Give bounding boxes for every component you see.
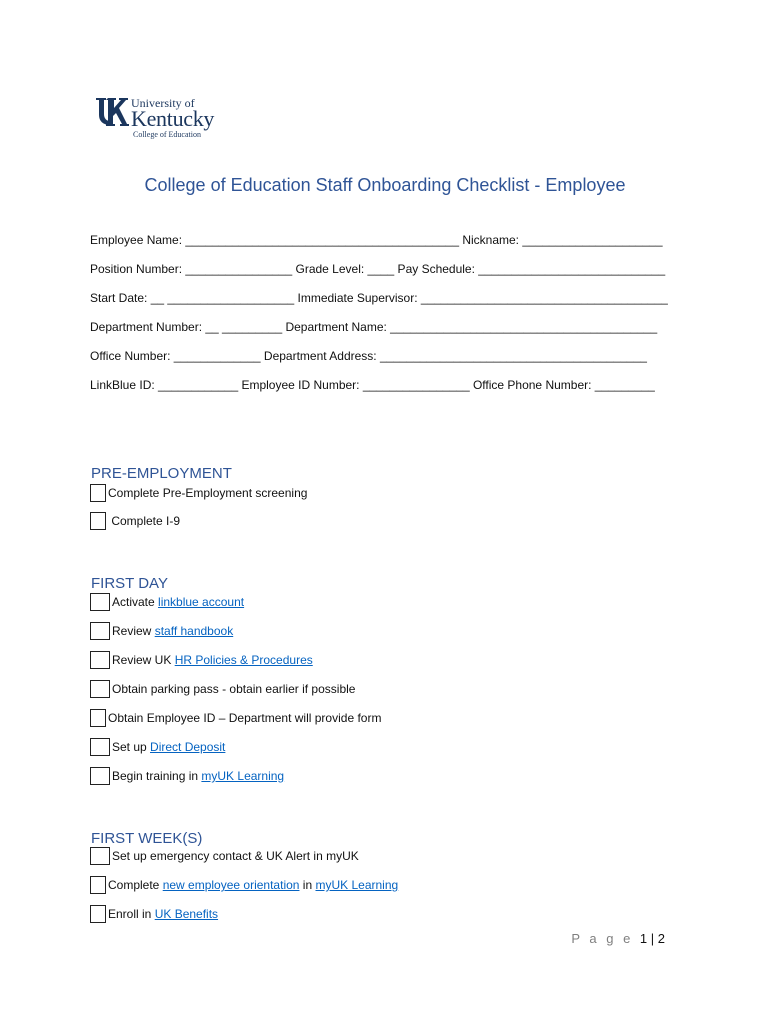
- item-text: Obtain parking pass - obtain earlier if possible: [112, 682, 356, 696]
- field-position-number-line[interactable]: Position Number: ________________ Grade Level: ____ Pay Schedule: ____________________________: [90, 262, 666, 276]
- checkbox[interactable]: [90, 651, 110, 669]
- item-text: Activate: [112, 595, 159, 609]
- checklist-item: [90, 847, 359, 865]
- item-text-mid: in: [299, 878, 316, 892]
- item-text: Complete I-9: [108, 514, 181, 528]
- section-heading-first-day: FIRST DAY: [91, 575, 168, 592]
- checkbox[interactable]: [90, 593, 110, 611]
- checkbox[interactable]: [90, 512, 106, 530]
- field-employee-name-line[interactable]: Employee Name: _________________________________________ Nickname: _____________________: [90, 233, 663, 247]
- item-text: Enroll in: [108, 907, 155, 921]
- item-text: Set up emergency contact & UK Alert in myUK: [112, 849, 359, 863]
- checkbox[interactable]: [90, 738, 110, 756]
- logo-line-college: College of Education: [133, 130, 201, 139]
- page-word: P a g e: [571, 931, 640, 946]
- checkbox[interactable]: [90, 622, 110, 640]
- checklist-item: [90, 738, 225, 756]
- link-myuk-learning-2[interactable]: myUK Learning: [315, 878, 399, 892]
- link-hr-policies[interactable]: HR Policies & Procedures: [174, 653, 313, 667]
- page-current: 1: [639, 931, 648, 946]
- link-myuk-learning[interactable]: myUK Learning: [201, 769, 285, 783]
- page-total: 2: [657, 931, 665, 946]
- item-text: Review UK: [112, 653, 175, 667]
- page-title: College of Education Staff Onboarding Checklist - Employee: [144, 175, 626, 195]
- checklist-item: [90, 593, 244, 611]
- link-new-employee-orientation[interactable]: new employee orientation: [162, 878, 300, 892]
- logo-line-kentucky: Kentucky: [131, 106, 215, 131]
- item-text: Set up: [112, 740, 151, 754]
- link-uk-benefits[interactable]: UK Benefits: [154, 907, 219, 921]
- checkbox[interactable]: [90, 767, 110, 785]
- uk-logo-mark: [95, 96, 129, 130]
- link-linkblue-account[interactable]: linkblue account: [158, 595, 245, 609]
- checkbox[interactable]: [90, 847, 110, 865]
- item-text: Complete Pre-Employment screening: [108, 486, 308, 500]
- checklist-item: [90, 709, 381, 727]
- section-heading-pre-employment: PRE-EMPLOYMENT: [91, 465, 232, 482]
- field-start-date-line[interactable]: Start Date: __ ___________________ Immediate Supervisor: _____________________________________: [90, 291, 668, 305]
- page-number: [571, 931, 665, 946]
- checkbox[interactable]: [90, 709, 106, 727]
- item-text: Review: [112, 624, 155, 638]
- checklist-item: [90, 905, 218, 923]
- checklist-item: [90, 767, 284, 785]
- checklist-item: [90, 876, 398, 894]
- page-separator: |: [647, 931, 658, 946]
- checkbox[interactable]: [90, 905, 106, 923]
- link-direct-deposit[interactable]: Direct Deposit: [150, 740, 226, 754]
- checkbox[interactable]: [90, 876, 106, 894]
- item-text: Complete: [108, 878, 163, 892]
- field-department-number-line[interactable]: Department Number: __ _________ Department Name: ________________________________________: [90, 320, 658, 334]
- logo-line-university: University of: [131, 96, 195, 110]
- uk-logo: [95, 96, 235, 146]
- checkbox[interactable]: [90, 680, 110, 698]
- link-staff-handbook[interactable]: staff handbook: [154, 624, 234, 638]
- checklist-item: [90, 622, 233, 640]
- field-office-number-line[interactable]: Office Number: _____________ Department Address: ________________________________________: [90, 349, 647, 363]
- section-heading-first-weeks: FIRST WEEK(S): [91, 830, 203, 847]
- checklist-item: [90, 512, 180, 530]
- item-text: Obtain Employee ID – Department will provide form: [108, 711, 382, 725]
- item-text: Begin training in: [112, 769, 202, 783]
- checklist-item: [90, 484, 307, 502]
- checklist-item: [90, 680, 355, 698]
- field-linkblue-id-line[interactable]: LinkBlue ID: ____________ Employee ID Number: ________________ Office Phone Number: _________: [90, 378, 655, 392]
- checkbox[interactable]: [90, 484, 106, 502]
- checklist-item: [90, 651, 313, 669]
